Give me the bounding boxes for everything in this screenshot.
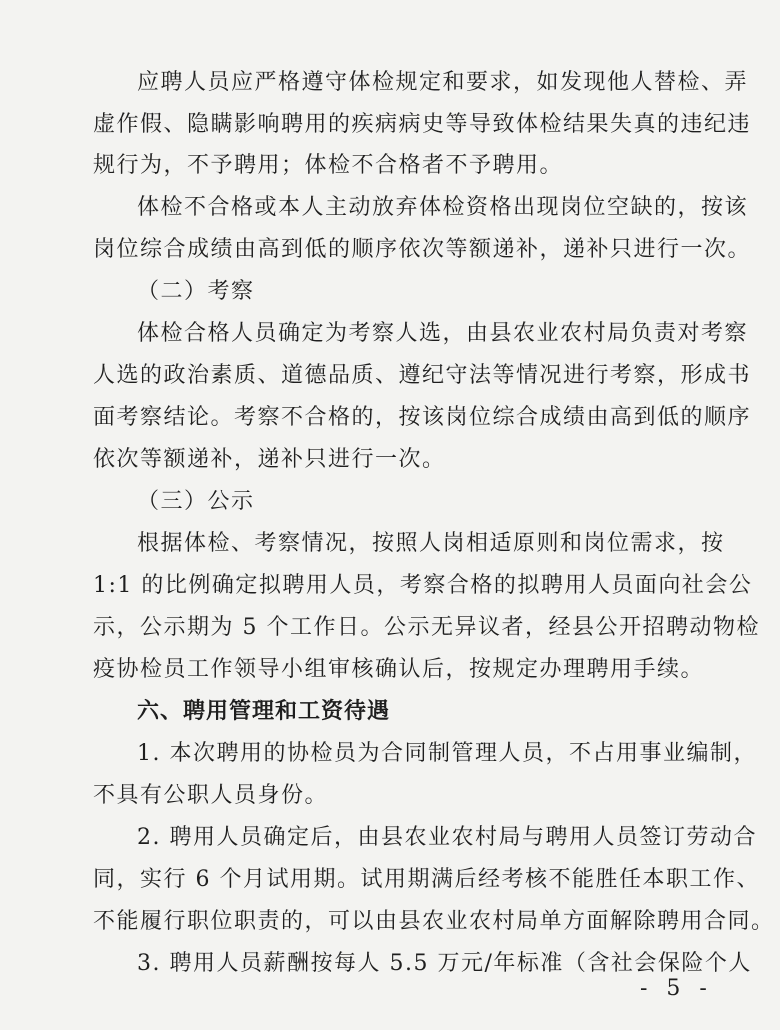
text-line: 虚作假、隐瞒影响聘用的疾病病史等导致体检结果失真的违纪违	[93, 112, 752, 137]
text-line: 依次等额递补，递补只进行一次。	[93, 447, 446, 472]
section-heading: （二）考察	[137, 279, 255, 304]
text-line: 应聘人员应严格遵守体检规定和要求，如发现他人替检、弄	[137, 70, 749, 95]
text-line: 1. 本次聘用的协检员为合同制管理人员，不占用事业编制，	[137, 741, 757, 766]
chapter-heading: 六、聘用管理和工资待遇	[137, 699, 391, 724]
page-number: - 5 -	[640, 976, 713, 1001]
text-line: 示，公示期为 5 个工作日。公示无异议者，经县公开招聘动物检	[93, 615, 760, 640]
text-line: 1:1 的比例确定拟聘用人员，考察合格的拟聘用人员面向社会公	[93, 573, 753, 598]
text-line: 不具有公职人员身份。	[93, 783, 329, 808]
text-line: 3. 聘用人员薪酬按每人 5.5 万元/年标准（含社会保险个人	[137, 951, 752, 976]
text-line: 根据体检、考察情况，按照人岗相适原则和岗位需求，按	[137, 531, 725, 556]
text-line: 疫协检员工作领导小组审核确认后，按规定办理聘用手续。	[93, 657, 705, 682]
text-line: 2. 聘用人员确定后，由县农业农村局与聘用人员签订劳动合	[137, 825, 757, 850]
text-line: 岗位综合成绩由高到低的顺序依次等额递补，递补只进行一次。	[93, 237, 752, 262]
text-line: 同，实行 6 个月试用期。试用期满后经考核不能胜任本职工作、	[93, 867, 760, 892]
text-line: 人选的政治素质、道德品质、遵纪守法等情况进行考察，形成书	[93, 363, 752, 388]
text-line: 体检不合格或本人主动放弃体检资格出现岗位空缺的，按该	[137, 195, 749, 220]
text-line: 面考察结论。考察不合格的，按该岗位综合成绩由高到低的顺序	[93, 405, 752, 430]
text-line: 不能履行职位职责的，可以由县农业农村局单方面解除聘用合同。	[93, 909, 775, 934]
section-heading: （三）公示	[137, 489, 255, 514]
text-line: 规行为，不予聘用；体检不合格者不予聘用。	[93, 153, 564, 178]
text-line: 体检合格人员确定为考察人选，由县农业农村局负责对考察	[137, 321, 749, 346]
